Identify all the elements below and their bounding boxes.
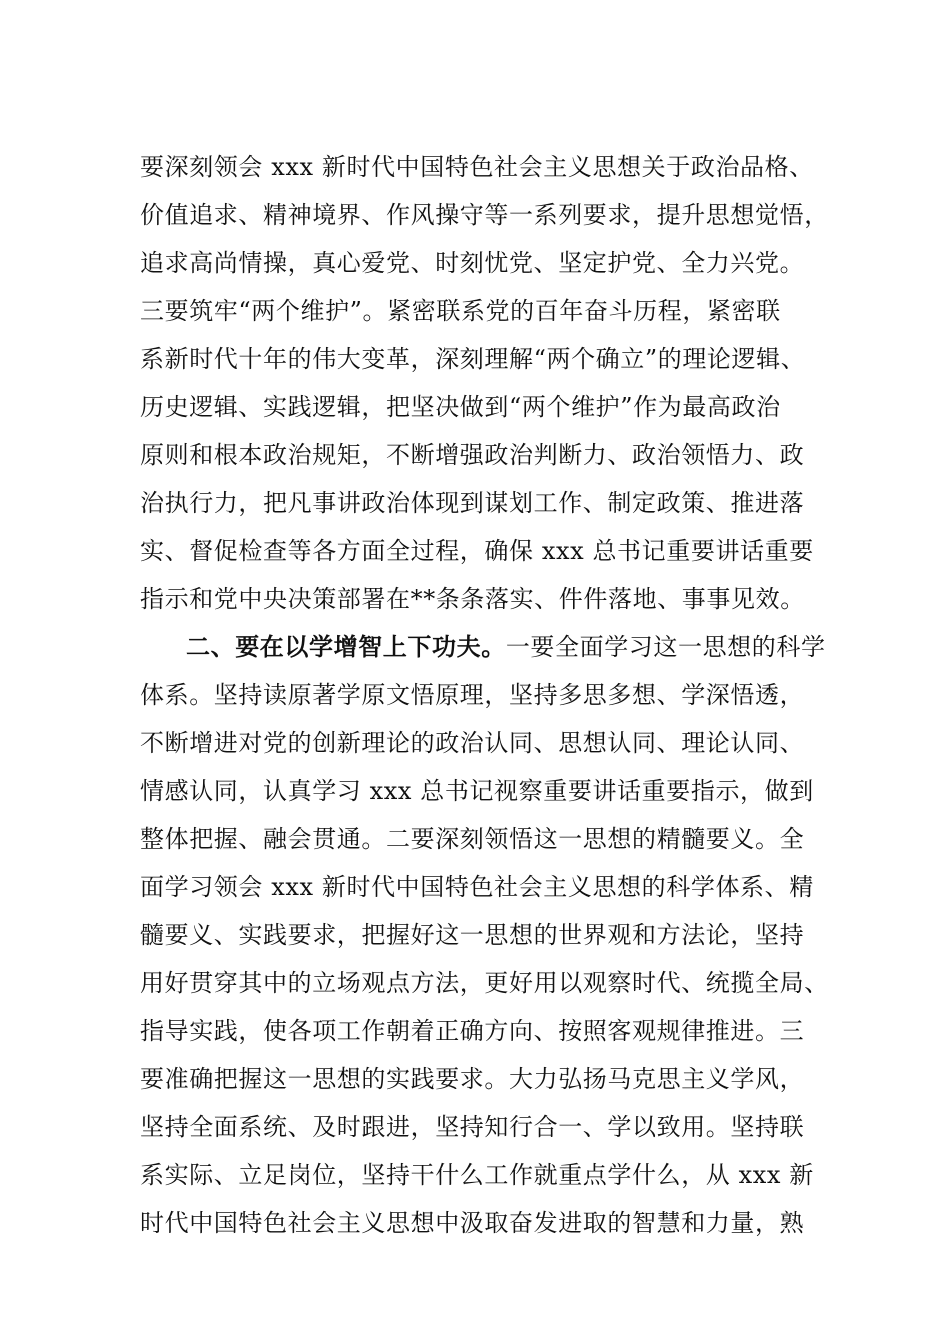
text-line: 系实际、立足岗位，坚持干什么工作就重点学什么，从 xxx 新 (140, 1161, 814, 1189)
section-heading-line (186, 631, 840, 663)
text-line: 指导实践，使各项工作朝着正确方向、按照客观规律推进。三 (140, 1017, 805, 1045)
text-line: 不断增进对党的创新理论的政治认同、思想认同、理论认同、 (140, 729, 805, 757)
text-line: 治执行力，把凡事讲政治体现到谋划工作、制定政策、推进落 (140, 489, 805, 517)
text-line: 要准确把握这一思想的实践要求。大力弘扬马克思主义学风， (140, 1065, 805, 1093)
text-line: 价值追求、精神境界、作风操守等一系列要求，提升思想觉悟， (140, 201, 829, 229)
text-line: 历史逻辑、实践逻辑，把坚决做到“两个维护”作为最高政治 (140, 393, 781, 421)
text-line: 面学习领会 xxx 新时代中国特色社会主义思想的科学体系、精 (140, 873, 814, 901)
text-line: 体系。坚持读原著学原文悟原理，坚持多思多想、学深悟透， (140, 681, 805, 709)
text-line: 用好贯穿其中的立场观点方法，更好用以观察时代、统揽全局、 (140, 969, 829, 997)
text-line: 指示和党中央决策部署在**条条落实、件件落地、事事见效。 (140, 585, 805, 613)
text-line: 实、督促检查等各方面全过程，确保 xxx 总书记重要讲话重要 (140, 537, 814, 565)
text-line: 系新时代十年的伟大变革，深刻理解“两个确立”的理论逻辑、 (140, 345, 806, 373)
text-line: 整体把握、融会贯通。二要深刻领悟这一思想的精髓要义。全 (140, 825, 805, 853)
text-line: 三要筑牢“两个维护”。紧密联系党的百年奋斗历程，紧密联 (140, 297, 781, 325)
text-line: 原则和根本政治规矩，不断增强政治判断力、政治领悟力、政 (140, 441, 805, 469)
text-line: 坚持全面系统、及时跟进，坚持知行合一、学以致用。坚持联 (140, 1113, 805, 1141)
text-line: 髓要义、实践要求，把握好这一思想的世界观和方法论，坚持 (140, 921, 805, 949)
section-heading-continuation: 一要全面学习这一思想的科学 (505, 633, 826, 661)
text-line: 时代中国特色社会主义思想中汲取奋发进取的智慧和力量，熟 (140, 1209, 805, 1237)
text-line: 要深刻领会 xxx 新时代中国特色社会主义思想关于政治品格、 (140, 153, 814, 181)
text-line: 情感认同，认真学习 xxx 总书记视察重要讲话重要指示，做到 (140, 777, 814, 805)
text-line: 追求高尚情操，真心爱党、时刻忧党、坚定护党、全力兴党。 (140, 249, 805, 277)
section-heading: 二、要在以学增智上下功夫。 (186, 632, 506, 661)
